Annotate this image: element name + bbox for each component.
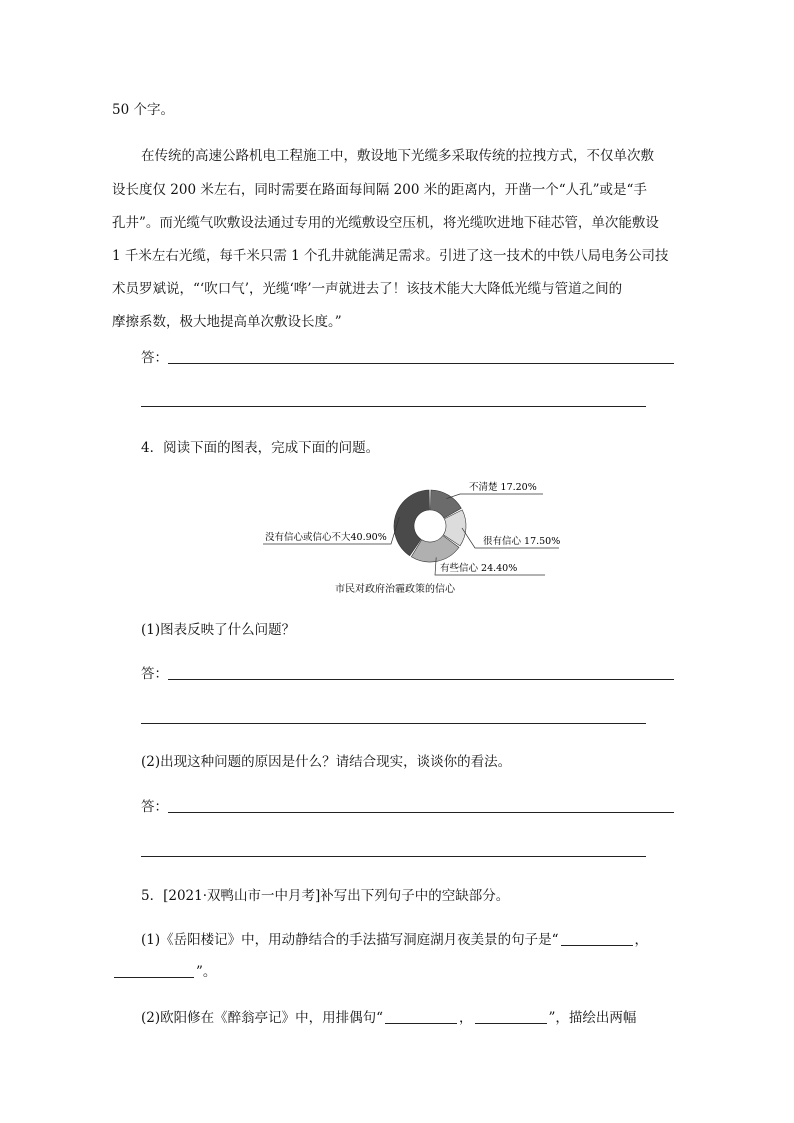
data-label-very-confident: 很有信心 17.50% [483,536,561,547]
leader-line-unclear [446,494,543,499]
question-4-prompt: 4．阅读下面的图表，完成下面的问题。 [141,440,380,456]
answer-line[interactable] [168,363,674,364]
chart-slices [394,490,466,562]
q5-sub2-comma: ， [459,1010,473,1026]
answer-line[interactable] [168,812,674,813]
data-label-unclear: 不清楚 17.20% [469,482,537,493]
question-5-sub1 [141,930,648,950]
question-4-sub2: (2)出现这种问题的原因是什么？请结合现实，谈谈你的看法。 [141,754,512,770]
passage-line: 1 千米左右光缆，每千米只需 1 个孔井就能满足需求。引进了这一技术的中铁八局电务公司技 [112,248,669,264]
answer-line[interactable] [168,679,674,680]
fill-blank[interactable] [561,931,633,946]
q5-sub1-comma: ， [634,932,649,948]
answer-line[interactable] [141,856,646,857]
answer-label: 答： [141,666,168,682]
answer-label: 答： [141,799,168,815]
data-label-not-confident: 没有信心或信心不大40.90% [265,532,387,543]
question-5-sub1-cont [112,962,216,982]
passage-line: 设长度仅 200 米左右，同时需要在路面每间隔 200 米的距离内，开凿一个“人孔”或是“手 [112,182,647,198]
answer-line[interactable] [141,723,646,724]
passage-line: 孔井”。而光缆气吹敷设法通过专用的光缆敷设空压机，将光缆吹进地下硅芯管，单次能敷设 [112,215,659,231]
data-label-somewhat-confident: 有些信心 24.40% [440,563,518,574]
fill-blank[interactable] [114,963,194,978]
question-4-sub1: (1)图表反映了什么问题？ [141,622,296,638]
fill-blank[interactable] [385,1009,457,1024]
passage-line: 在传统的高速公路机电工程施工中，敷设地下光缆多采取传统的拉拽方式，不仅单次敷 [141,148,654,164]
q5-sub1-text: (1)《岳阳楼记》中，用动静结合的手法描写洞庭湖月夜美景的句子是“ [141,932,559,948]
question-5-sub2 [141,1008,636,1028]
question-5-prompt: 5．[2021·双鸭山市一中月考]补写出下列句子中的空缺部分。 [141,888,510,904]
chart-title: 市民对政府治霾政策的信心 [335,584,455,595]
donut-chart [255,474,575,598]
intro-tail: 50 个字。 [112,102,174,118]
passage-line: 术员罗斌说，“‘吹口气’，光缆‘哗’一声就进去了！该技术能大大降低光缆与管道之间的 [112,281,623,297]
fill-blank[interactable] [475,1009,547,1024]
q5-sub1-close: ”。 [196,964,217,980]
q5-sub2-tail: ”，描绘出两幅 [548,1010,637,1026]
answer-line[interactable] [141,406,646,407]
passage-line: 摩擦系数，极大地提高单次敷设长度。” [112,314,342,330]
answer-label: 答： [141,350,168,366]
q5-sub2-text: (2)欧阳修在《醉翁亭记》中，用排偶句“ [141,1010,384,1026]
